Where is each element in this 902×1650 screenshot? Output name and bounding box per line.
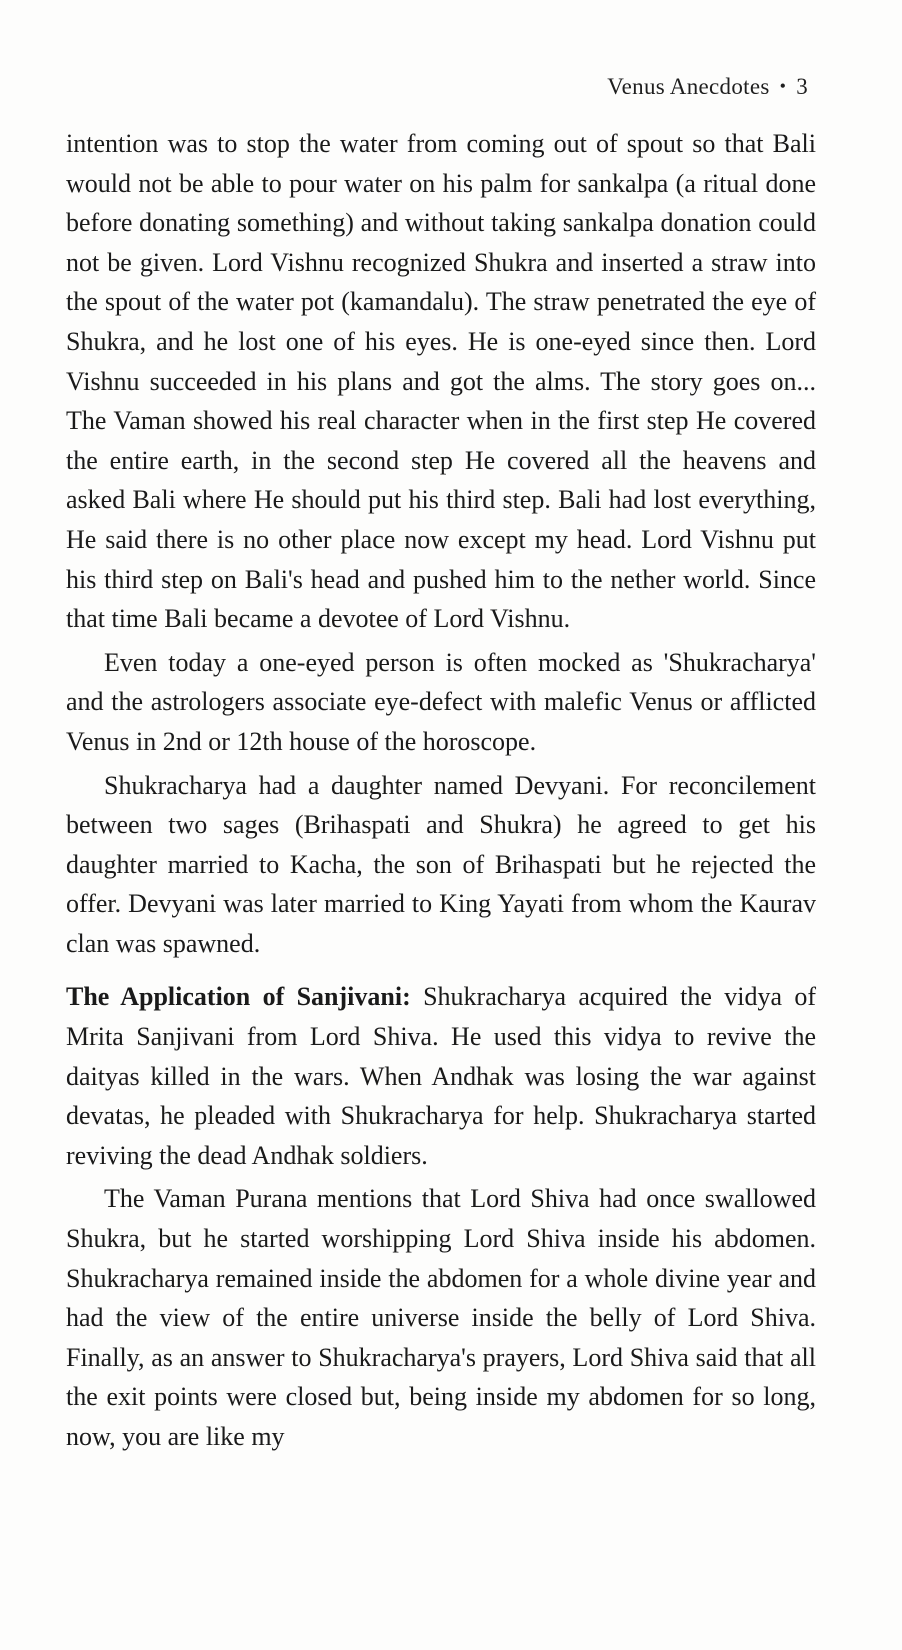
paragraph-devyani: Shukracharya had a daughter named Devyani. For reconcilement between two sages (Brihaspati and Shukra) he agreed to get his daughter married to Kacha, the son of Brihaspati but he rejected the offer. Devyani was later married to King Yayati from whom the Kaurav clan was spawned. [66, 770, 816, 958]
running-head-title: Venus Anecdotes [607, 74, 770, 99]
running-head-bullet: • [779, 76, 787, 96]
paragraph-sanjivani [66, 977, 816, 1175]
paragraph-vaman-purana: The Vaman Purana mentions that Lord Shiva had once swallowed Shukra, but he started worshipping Lord Shiva inside his abdomen. Shukracharya remained inside the abdomen for a whole divine year and had the view of the entire universe inside the belly of Lord Shiva. Finally, as an answer to Shukracharya's prayers, Lord Shiva said that all the exit points were closed but, being inside my abdomen for so long, now, you are like my [66, 1184, 816, 1451]
page-number: 3 [796, 74, 808, 99]
paragraph-continued: intention was to stop the water from coming out of spout so that Bali would not be able to pour water on his palm for sankalpa (a ritual done before donating something) and without taking sankalpa donation could not be given. Lord Vishnu recognized Shukra and inserted a straw into the spout of the water pot (kamandalu). The straw penetrated the eye of Shukra, and he lost one of his eyes. He is one-eyed since then. Lord Vishnu succeeded in his plans and got the alms. The story goes on... The Vaman showed his real character when in the first step He covered the entire earth, in the second step He covered all the heavens and asked Bali where He should put his third step. Bali had lost everything, He said there is no other place now except my head. Lord Vishnu put his third step on Bali's head and pushed him to the nether world. Since that time Bali became a devotee of Lord Vishnu. [66, 129, 816, 634]
paragraph-sanjivani-text: Shukracharya acquired the vidya of Mrita Sanjivani from Lord Shiva. He used this vidya to revive the daityas killed in the wars. When Andhak was losing the war against devatas, he pleaded with Shukracharya for help. Shukracharya started reviving the dead Andhak soldiers. [66, 982, 817, 1170]
running-head [607, 74, 808, 100]
body-text [66, 124, 816, 1457]
paragraph-one-eyed: Even today a one-eyed person is often mocked as 'Shukracharya' and the astrologers associate eye-defect with malefic Venus or afflicted Venus in 2nd or 12th house of the horoscope. [66, 647, 816, 756]
section-heading-sanjivani: The Application of Sanjivani: [66, 982, 411, 1012]
